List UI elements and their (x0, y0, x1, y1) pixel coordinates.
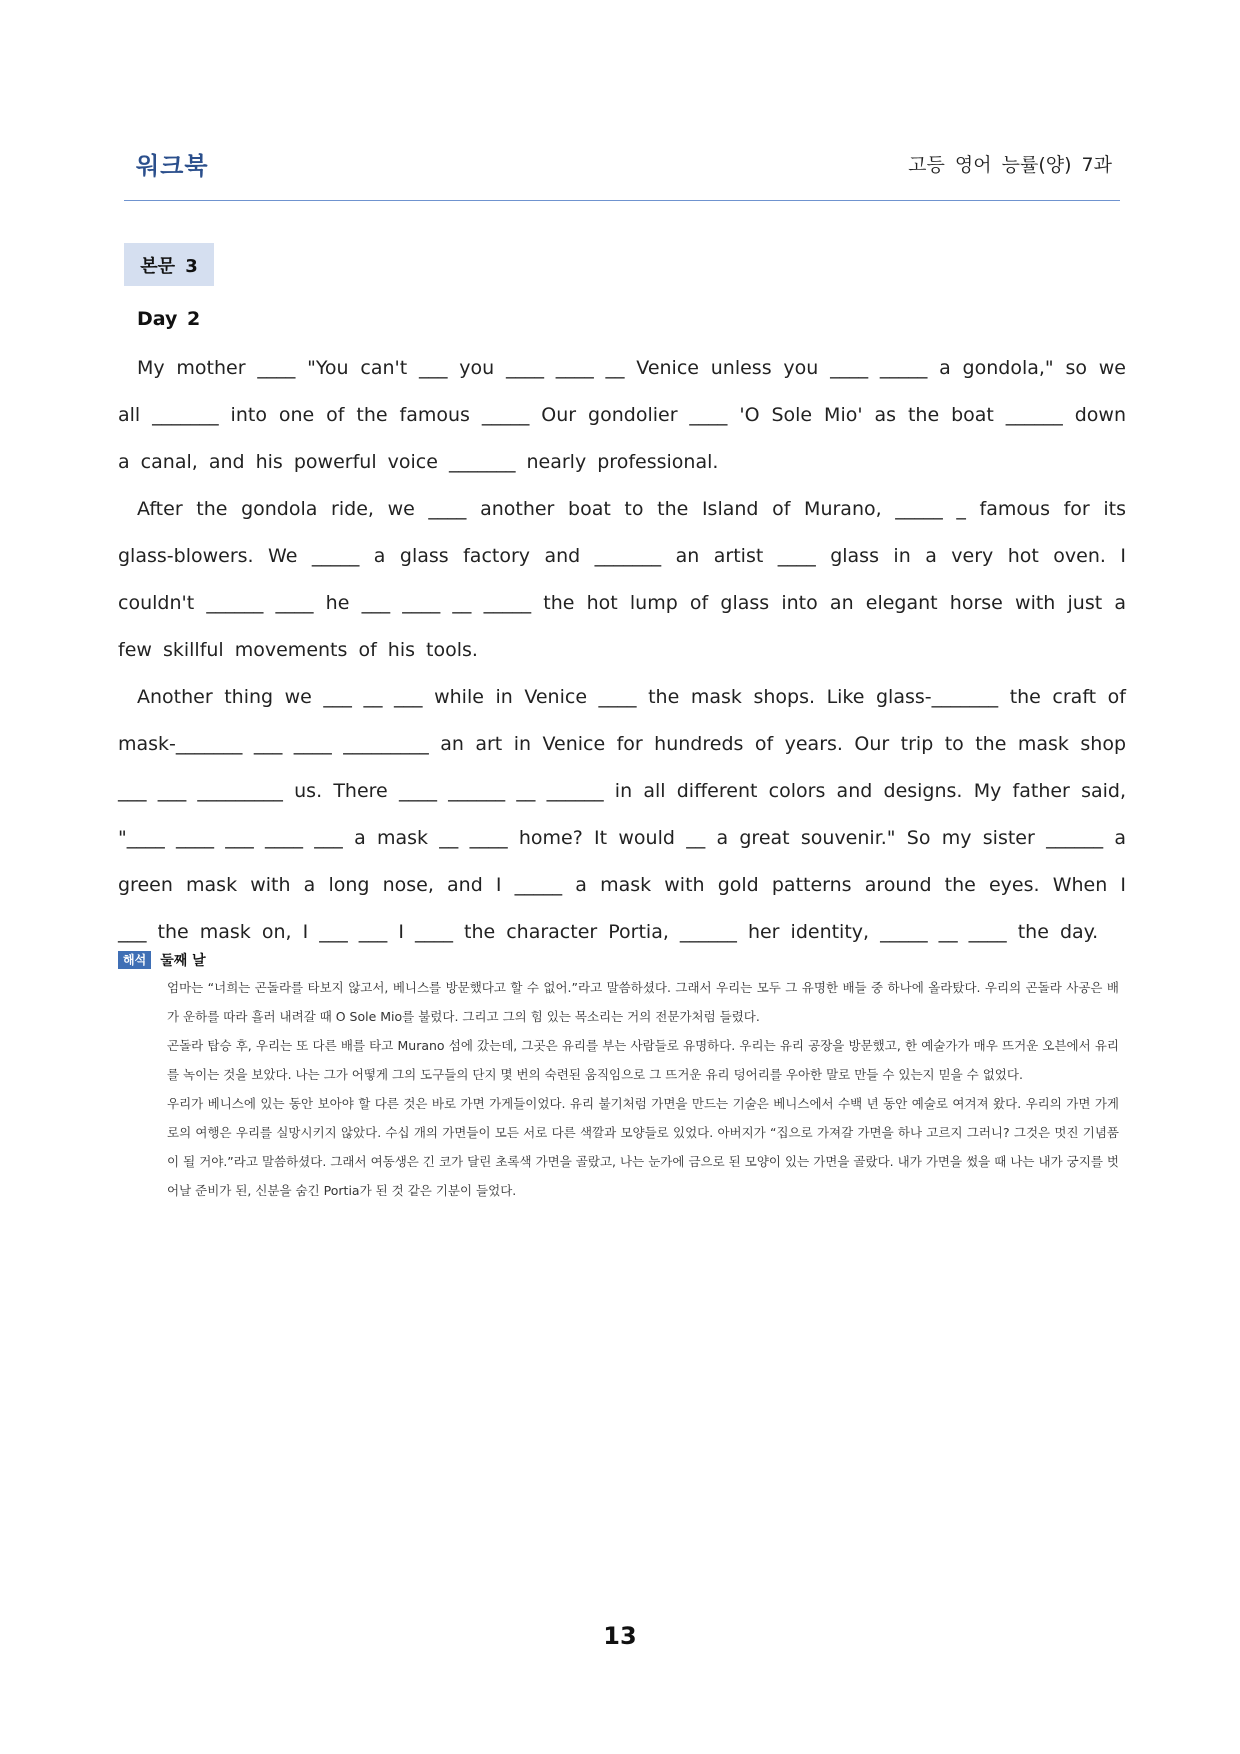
passage-paragraph-3: Another thing we ___ __ ___ while in Venice ____ the mask shops. Like glass-_______ the craft of mask-_______ ___ ____ _________ an art in Venice for hundreds of years. Our trip to the mask shop ___ ___ _________ us. There ____ ______ __ ______ in all different colors and designs. My father said, "____ ____ ___ ____ ___ a mask __ ____ home? It would __ a great souvenir." So my sister ______ a green mask with a long nose, and I _____ a mask with gold patterns around the eyes. When I ___ the mask on, I ___ ___ I ____ the character Portia, ______ her identity, _____ __ ____ the day. (118, 686, 1126, 943)
translation-header (118, 950, 206, 970)
translation-paragraph-3: 우리가 베니스에 있는 동안 보아야 할 다른 것은 바로 가면 가게들이었다. 유리 불기처럼 가면을 만드는 기술은 베니스에서 수백 년 동안 예술로 여겨져 왔다. 우리의 가면 가게로의 여행은 우리를 실망시키지 않았다. 수십 개의 가면들이 모든 서로 다른 색깔과 모양들로 있었다. 아버지가 “집으로 가져갈 가면을 하나 고르지 그러니? 그것은 멋진 기념품이 될 거야.”라고 말씀하셨다. 그래서 여동생은 긴 코가 달린 초록색 가면을 골랐고, 나는 눈가에 금으로 된 모양이 있는 가면을 골랐다. 내가 가면을 썼을 때 나는 내가 궁지를 벗어날 준비가 된, 신분을 숨긴 Portia가 된 것 같은 기분이 들었다. (167, 1096, 1119, 1198)
header-divider (124, 200, 1120, 201)
passage-paragraph-2: After the gondola ride, we ____ another boat to the Island of Murano, _____ _ famous for its glass-blowers. We _____ a glass factory and _______ an artist ____ glass in a very hot oven. I couldn't ______ ____ he ___ ____ __ _____ the hot lump of glass into an elegant horse with just a few skillful movements of his tools. (118, 498, 1126, 661)
translation-paragraph-2: 곤돌라 탑승 후, 우리는 또 다른 배를 타고 Murano 섬에 갔는데, 그곳은 유리를 부는 사람들로 유명하다. 우리는 유리 공장을 방문했고, 한 예술가가 매우 뜨거운 오븐에서 유리를 녹이는 것을 보았다. 나는 그가 어떻게 그의 도구들의 단지 몇 번의 숙련된 움직임으로 그 뜨거운 유리 덩어리를 우아한 말로 만들 수 있는지 믿을 수 없었다. (167, 1038, 1119, 1082)
day-title: Day 2 (137, 308, 201, 330)
fill-in-passage (118, 345, 1126, 956)
section-label: 본문 3 (124, 243, 214, 286)
workbook-title: 워크북 (136, 152, 209, 180)
course-title: 고등 영어 능률(양) 7과 (908, 154, 1112, 176)
translation-paragraph-1: 엄마는 “너희는 곤돌라를 타보지 않고서, 베니스를 방문했다고 할 수 없어.”라고 말씀하셨다. 그래서 우리는 모두 그 유명한 배들 중 하나에 올라탔다. 우리의 곤돌라 사공은 배가 운하를 따라 흘러 내려갈 때 O Sole Mio를 불렀다. 그리고 그의 힘 있는 목소리는 거의 전문가처럼 들렸다. (167, 980, 1119, 1024)
translation-body (167, 973, 1119, 1205)
page-number: 13 (603, 1622, 637, 1650)
translation-badge: 해석 (118, 951, 151, 969)
translation-title: 둘째 날 (160, 953, 206, 969)
passage-paragraph-1: My mother ____ "You can't ___ you ____ ____ __ Venice unless you ____ _____ a gondola," so we all _______ into one of the famous _____ Our gondolier ____ 'O Sole Mio' as the boat ______ down a canal, and his powerful voice _______ nearly professional. (118, 357, 1126, 473)
